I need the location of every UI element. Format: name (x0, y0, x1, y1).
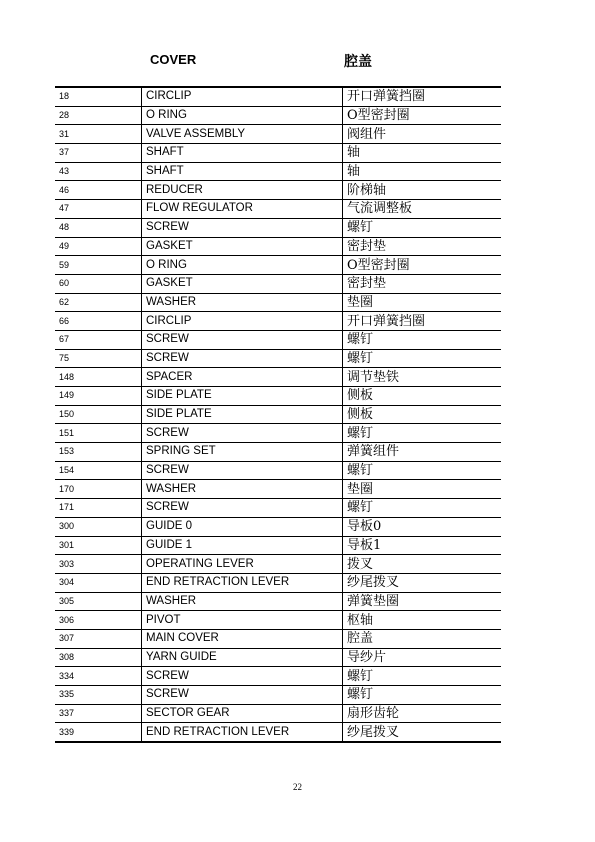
part-name-en-cell: OPERATING LEVER (142, 555, 343, 574)
part-name-en-cell: FLOW REGULATOR (142, 200, 343, 219)
table-row (55, 536, 501, 555)
part-name-cn-cell: O型密封圈 (343, 256, 502, 275)
table-row (55, 349, 501, 368)
part-number-cell: 153 (55, 443, 142, 462)
table-row (55, 200, 501, 219)
part-name-en-cell: SHAFT (142, 162, 343, 181)
part-name-cn-cell: 轴 (343, 162, 502, 181)
table-row (55, 667, 501, 686)
part-number-cell: 31 (55, 125, 142, 144)
part-number-cell: 334 (55, 667, 142, 686)
part-name-cn-cell: 螺钉 (343, 218, 502, 237)
table-row (55, 443, 501, 462)
part-name-en-cell: PIVOT (142, 611, 343, 630)
part-name-en-cell: WASHER (142, 480, 343, 499)
part-number-cell: 301 (55, 536, 142, 555)
part-name-cn-cell: 扇形齿轮 (343, 704, 502, 723)
part-name-cn-cell: 密封垫 (343, 237, 502, 256)
part-number-cell: 75 (55, 349, 142, 368)
table-row (55, 648, 501, 667)
part-number-cell: 170 (55, 480, 142, 499)
part-number-cell: 303 (55, 555, 142, 574)
part-number-cell: 337 (55, 704, 142, 723)
part-name-en-cell: GUIDE 0 (142, 517, 343, 536)
part-number-cell: 67 (55, 330, 142, 349)
part-number-cell: 47 (55, 200, 142, 219)
table-row (55, 424, 501, 443)
part-name-en-cell: GASKET (142, 274, 343, 293)
part-number-cell: 28 (55, 106, 142, 125)
part-number-cell: 149 (55, 387, 142, 406)
table-row (55, 480, 501, 499)
part-name-cn-cell: 轴 (343, 144, 502, 163)
part-number-cell: 305 (55, 592, 142, 611)
table-row (55, 218, 501, 237)
part-name-cn-cell: 阀组件 (343, 125, 502, 144)
table-row (55, 181, 501, 200)
part-name-en-cell: CIRCLIP (142, 312, 343, 331)
part-name-en-cell: GUIDE 1 (142, 536, 343, 555)
part-number-cell: 59 (55, 256, 142, 275)
part-name-en-cell: SIDE PLATE (142, 405, 343, 424)
part-name-en-cell: SECTOR GEAR (142, 704, 343, 723)
part-name-cn-cell: O型密封圈 (343, 106, 502, 125)
part-name-en-cell: MAIN COVER (142, 629, 343, 648)
table-row (55, 274, 501, 293)
part-name-en-cell: END RETRACTION LEVER (142, 573, 343, 592)
table-row (55, 106, 501, 125)
part-number-cell: 148 (55, 368, 142, 387)
part-number-cell: 43 (55, 162, 142, 181)
part-number-cell: 339 (55, 723, 142, 742)
part-name-en-cell: SPACER (142, 368, 343, 387)
table-row (55, 387, 501, 406)
part-name-en-cell: O RING (142, 256, 343, 275)
table-row (55, 368, 501, 387)
part-number-cell: 150 (55, 405, 142, 424)
part-name-en-cell: SCREW (142, 686, 343, 705)
part-name-en-cell: SCREW (142, 461, 343, 480)
table-row (55, 704, 501, 723)
part-name-en-cell: SCREW (142, 349, 343, 368)
table-row (55, 592, 501, 611)
part-name-en-cell: SIDE PLATE (142, 387, 343, 406)
table-row (55, 555, 501, 574)
part-name-cn-cell: 腔盖 (343, 629, 502, 648)
table-row (55, 237, 501, 256)
part-number-cell: 46 (55, 181, 142, 200)
part-name-cn-cell: 纱尾拨叉 (343, 573, 502, 592)
part-number-cell: 151 (55, 424, 142, 443)
part-name-en-cell: SHAFT (142, 144, 343, 163)
table-row (55, 330, 501, 349)
part-name-cn-cell: 纱尾拨叉 (343, 723, 502, 742)
table-row (55, 312, 501, 331)
part-name-en-cell: GASKET (142, 237, 343, 256)
part-name-cn-cell: 密封垫 (343, 274, 502, 293)
table-row (55, 87, 501, 106)
part-name-cn-cell: 导纱片 (343, 648, 502, 667)
part-name-en-cell: SCREW (142, 330, 343, 349)
page-title-en: COVER (150, 52, 197, 67)
part-name-cn-cell: 弹簧组件 (343, 443, 502, 462)
part-number-cell: 62 (55, 293, 142, 312)
part-name-en-cell: SCREW (142, 667, 343, 686)
part-name-en-cell: SPRING SET (142, 443, 343, 462)
part-name-cn-cell: 开口弹簧挡圈 (343, 312, 502, 331)
table-row (55, 461, 501, 480)
part-name-cn-cell: 垫圈 (343, 293, 502, 312)
part-name-cn-cell: 螺钉 (343, 499, 502, 518)
part-name-cn-cell: 侧板 (343, 387, 502, 406)
table-row (55, 723, 501, 742)
part-name-en-cell: VALVE ASSEMBLY (142, 125, 343, 144)
table-row (55, 125, 501, 144)
part-name-cn-cell: 垫圈 (343, 480, 502, 499)
table-row (55, 256, 501, 275)
part-name-cn-cell: 弹簧垫圈 (343, 592, 502, 611)
table-row (55, 162, 501, 181)
part-name-cn-cell: 开口弹簧挡圈 (343, 87, 502, 106)
part-number-cell: 66 (55, 312, 142, 331)
table-row (55, 499, 501, 518)
part-name-cn-cell: 螺钉 (343, 424, 502, 443)
part-number-cell: 304 (55, 573, 142, 592)
part-name-en-cell: REDUCER (142, 181, 343, 200)
part-name-cn-cell: 阶梯轴 (343, 181, 502, 200)
page-number: 22 (293, 782, 302, 792)
part-number-cell: 49 (55, 237, 142, 256)
page-title-cn: 腔盖 (344, 54, 372, 70)
part-name-en-cell: SCREW (142, 218, 343, 237)
table-row (55, 517, 501, 536)
part-name-cn-cell: 螺钉 (343, 461, 502, 480)
part-number-cell: 60 (55, 274, 142, 293)
part-name-cn-cell: 导板0 (343, 517, 502, 536)
table-row (55, 611, 501, 630)
table-row (55, 573, 501, 592)
part-name-en-cell: SCREW (142, 424, 343, 443)
parts-table (55, 86, 501, 743)
part-name-cn-cell: 枢轴 (343, 611, 502, 630)
part-number-cell: 300 (55, 517, 142, 536)
part-name-cn-cell: 导板1 (343, 536, 502, 555)
part-name-cn-cell: 拨叉 (343, 555, 502, 574)
part-name-cn-cell: 侧板 (343, 405, 502, 424)
part-number-cell: 171 (55, 499, 142, 518)
part-name-en-cell: O RING (142, 106, 343, 125)
part-name-cn-cell: 螺钉 (343, 330, 502, 349)
table-row (55, 629, 501, 648)
table-row (55, 144, 501, 163)
part-number-cell: 37 (55, 144, 142, 163)
part-name-cn-cell: 螺钉 (343, 349, 502, 368)
parts-table-body (55, 87, 501, 742)
part-name-cn-cell: 气流调整板 (343, 200, 502, 219)
part-name-en-cell: END RETRACTION LEVER (142, 723, 343, 742)
part-name-cn-cell: 螺钉 (343, 667, 502, 686)
part-name-en-cell: WASHER (142, 592, 343, 611)
table-row (55, 293, 501, 312)
part-name-en-cell: YARN GUIDE (142, 648, 343, 667)
part-name-en-cell: SCREW (142, 499, 343, 518)
part-number-cell: 308 (55, 648, 142, 667)
part-number-cell: 154 (55, 461, 142, 480)
part-number-cell: 48 (55, 218, 142, 237)
part-number-cell: 335 (55, 686, 142, 705)
part-number-cell: 307 (55, 629, 142, 648)
table-row (55, 405, 501, 424)
part-number-cell: 18 (55, 87, 142, 106)
part-name-cn-cell: 螺钉 (343, 686, 502, 705)
table-row (55, 686, 501, 705)
part-name-en-cell: WASHER (142, 293, 343, 312)
part-name-en-cell: CIRCLIP (142, 87, 343, 106)
part-number-cell: 306 (55, 611, 142, 630)
part-name-cn-cell: 调节垫铁 (343, 368, 502, 387)
